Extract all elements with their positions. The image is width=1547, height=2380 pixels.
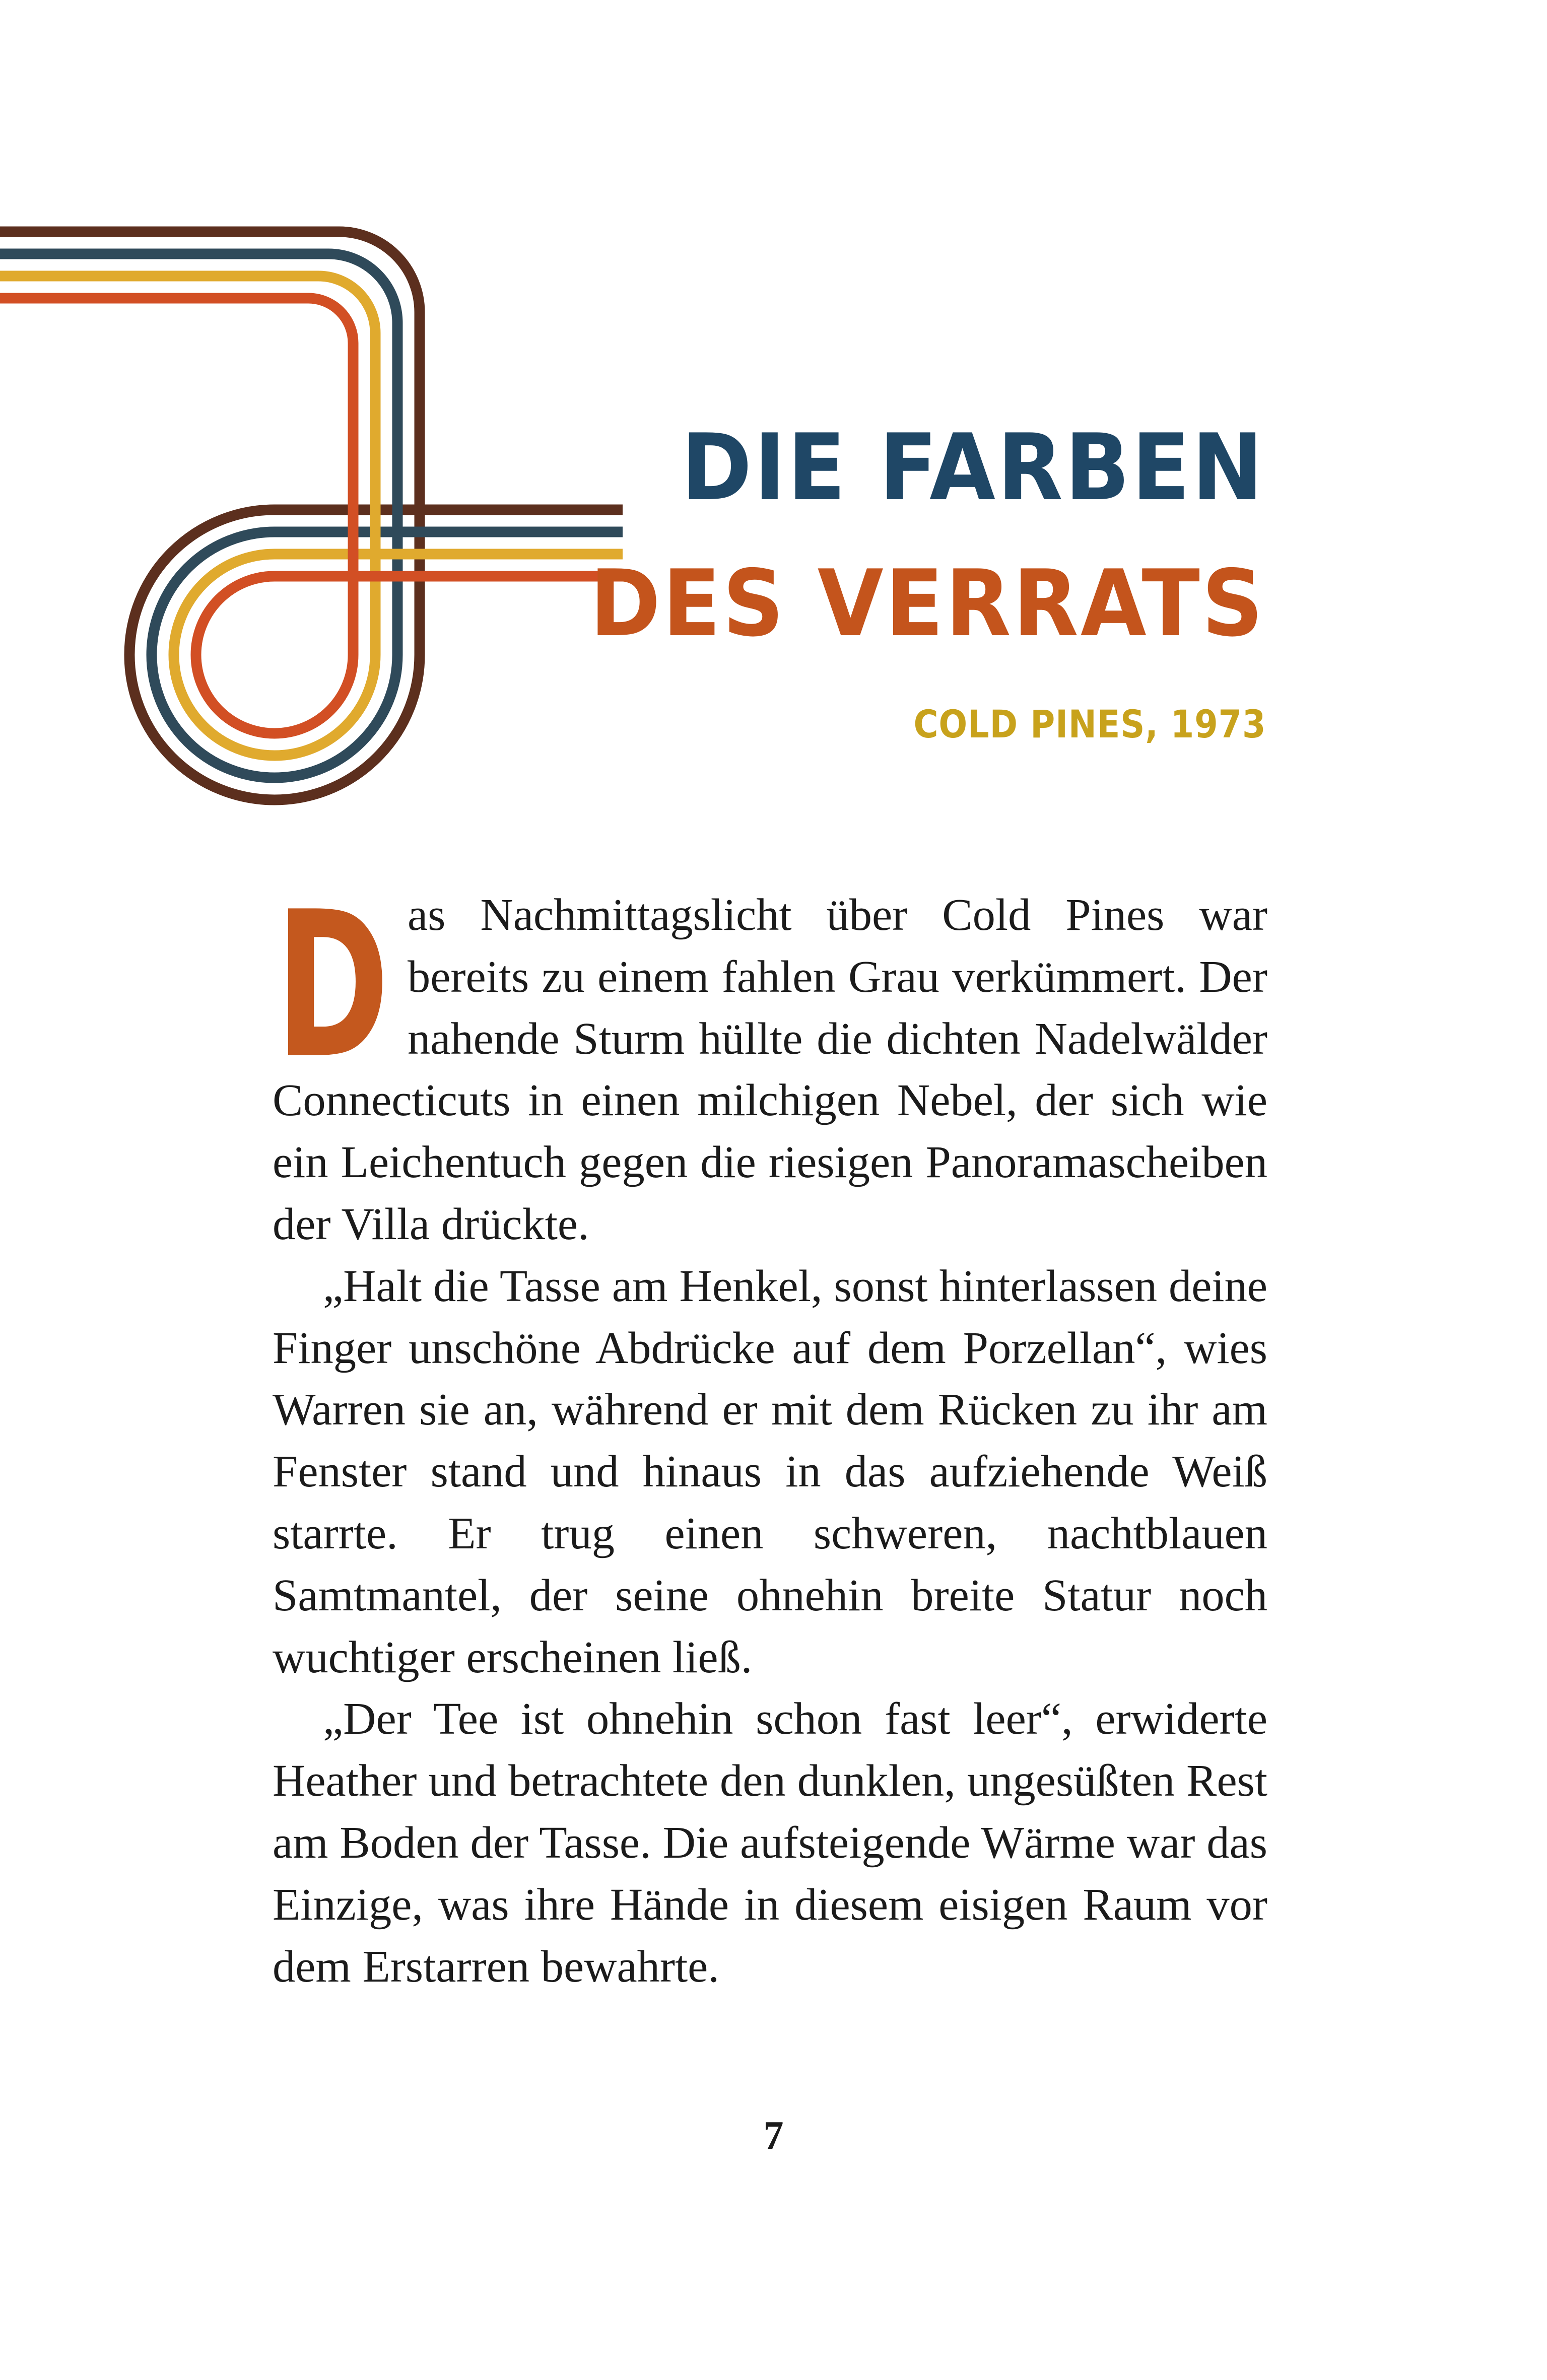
paragraph-2: „Halt die Tasse am Henkel, sonst hinterlassen deine Finger unschöne Abdrücke auf dem Porzellan“, wies Warren sie an, während er mit dem Rücken zu ihr am Fenster stand und hinaus in das aufziehende Weiß starrte. Er trug einen schweren, nachtblauen Samtmantel, der seine ohnehin breite Statur noch wuchtiger erscheinen ließ.: [273, 1260, 1267, 1682]
ornament-stripe-gold: [0, 276, 623, 756]
ornament-stripe-slate: [0, 254, 623, 778]
paragraph-1: as Nachmittagslicht über Cold Pines war bereits zu einem fahlen Grau verkümmert. Der nahende Sturm hüllte die dichten Nadelwälder Connecticuts in einen milchigen Nebel, der sich wie ein Leichentuch gegen die riesigen Panoramascheiben der Villa drückte.: [273, 889, 1267, 1249]
ornament-stripe-orange: [0, 298, 623, 733]
chapter-title-line-1: DIE FARBEN: [681, 414, 1265, 521]
retro-stripe-ornament: [0, 0, 655, 816]
page-number: 7: [763, 2114, 784, 2158]
drop-cap: [273, 869, 392, 1103]
chapter-title-line-2: DES VERRATS: [589, 550, 1265, 657]
chapter-subtitle: COLD PINES, 1973: [913, 702, 1266, 746]
ornament-stripe-brown: [0, 232, 623, 800]
drop-cap-letter: D: [276, 869, 389, 1103]
chapter-body: [273, 869, 1267, 1997]
paragraph-3: „Der Tee ist ohnehin schon fast leer“, erwiderte Heather und betrachtete den dunklen, ungesüßten Rest am Boden der Tasse. Die aufsteigende Wärme war das Einzige, was ihre Hände in diesem eisigen Raum vor dem Erstarren bewahrte.: [273, 1693, 1267, 1992]
